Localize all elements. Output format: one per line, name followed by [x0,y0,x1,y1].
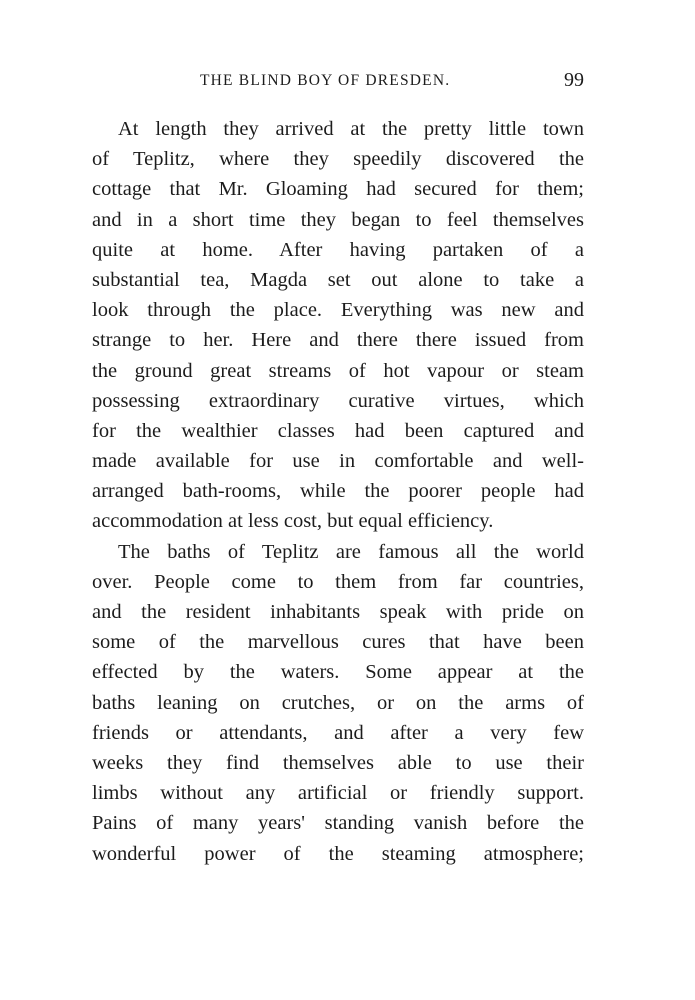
running-title: THE BLIND BOY OF DRESDEN. [200,72,451,89]
text-line: wonderful power of the steaming atmosphere; [92,842,584,865]
text-line: of Teplitz, where they speedily discovered the [92,148,584,171]
text-line: accommodation at less cost, but equal efficiency. [92,510,494,533]
text-line: weeks they find themselves able to use their [92,751,584,774]
text-line: substantial tea, Magda set out alone to take a [92,268,584,291]
text-line: strange to her. Here and there there issued from [92,329,584,352]
text-line: baths leaning on crutches, or on the arms of [92,691,584,714]
text-line: At length they arrived at the pretty little town [118,118,584,140]
text-line: limbs without any artificial or friendly support. [92,782,584,805]
text-line: and the resident inhabitants speak with pride on [92,601,584,623]
text-line: Pains of many years' standing vanish before the [92,812,584,835]
text-line: for the wealthier classes had been captured and [92,419,584,442]
running-head [92,69,584,94]
text-line: and in a short time they began to feel themselves [92,208,584,231]
text-line: effected by the waters. Some appear at the [92,661,584,684]
text-line: the ground great streams of hot vapour or steam [92,359,584,382]
text-line: The baths of Teplitz are famous all the world [118,540,584,563]
text-line: over. People come to them from far countries, [92,570,584,593]
text-line: some of the marvellous cures that have been [92,631,584,654]
text-line: made available for use in comfortable and well- [92,450,584,473]
page-number: 99 [564,69,584,91]
text-line: arranged bath-rooms, while the poorer people had [92,480,584,503]
text-line: possessing extraordinary curative virtues, which [92,389,584,412]
text-line: friends or attendants, and after a very few [92,721,584,744]
text-line: cottage that Mr. Gloaming had secured for them; [92,178,584,201]
text-line: look through the place. Everything was new and [92,299,584,322]
body-text [92,114,584,869]
text-line: quite at home. After having partaken of a [92,238,584,261]
